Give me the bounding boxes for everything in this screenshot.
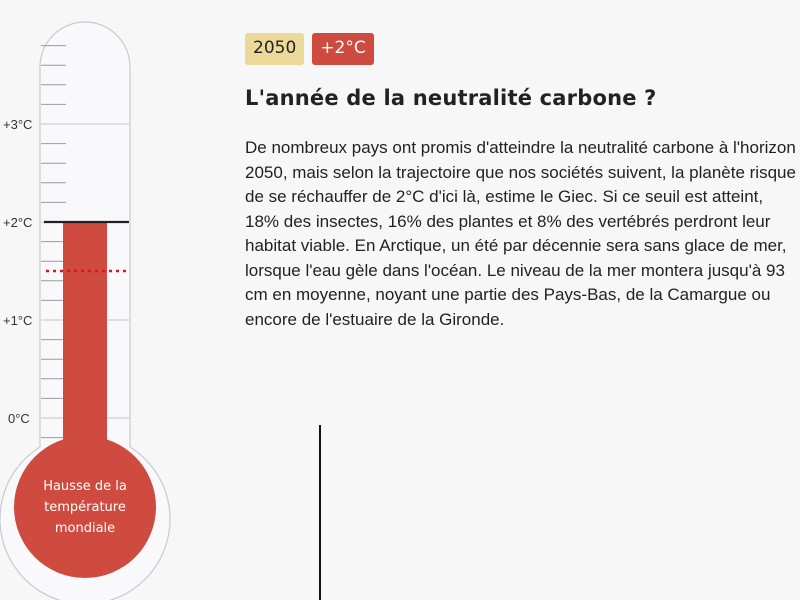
tick-label-zero: 0°C [8,411,30,426]
bulb-caption-line-1: Hausse de la [43,479,127,494]
tick-label-plus3: +3°C [3,117,33,132]
tick-label-plus1: +1°C [3,313,33,328]
temperature-badge: +2°C [312,33,373,65]
bulb-caption-line-3: mondiale [54,521,116,536]
bulb-caption-line-2: température [44,500,126,515]
vertical-divider [319,425,321,600]
year-badge: 2050 [245,33,304,65]
badge-group [245,33,374,65]
article-headline: L'année de la neutralité carbone ? [245,86,657,110]
tick-label-plus2: +2°C [3,215,33,230]
mercury-column [63,222,107,470]
article-body: De nombreux pays ont promis d'atteindre la neutralité carbone à l'horizon 2050, mais selon la trajectoire que nos sociétés suivent, la planète risque de se réchauffer de 2°C d'ici là, estime le Giec. Si ce seuil est atteint, 18% des insectes, 16% des plantes et 8% des vertébrés perdront leur habitat viable. En Arctique, un été par décennie sera sans glace de mer, lorsque l'eau gèle dans l'océan. Le niveau de la mer montera jusqu'à 93 cm en moyenne, noyant une partie des Pays-Bas, de la Camargue ou encore de l'estuaire de la Gironde. [245,138,796,329]
thermometer [0,0,230,600]
